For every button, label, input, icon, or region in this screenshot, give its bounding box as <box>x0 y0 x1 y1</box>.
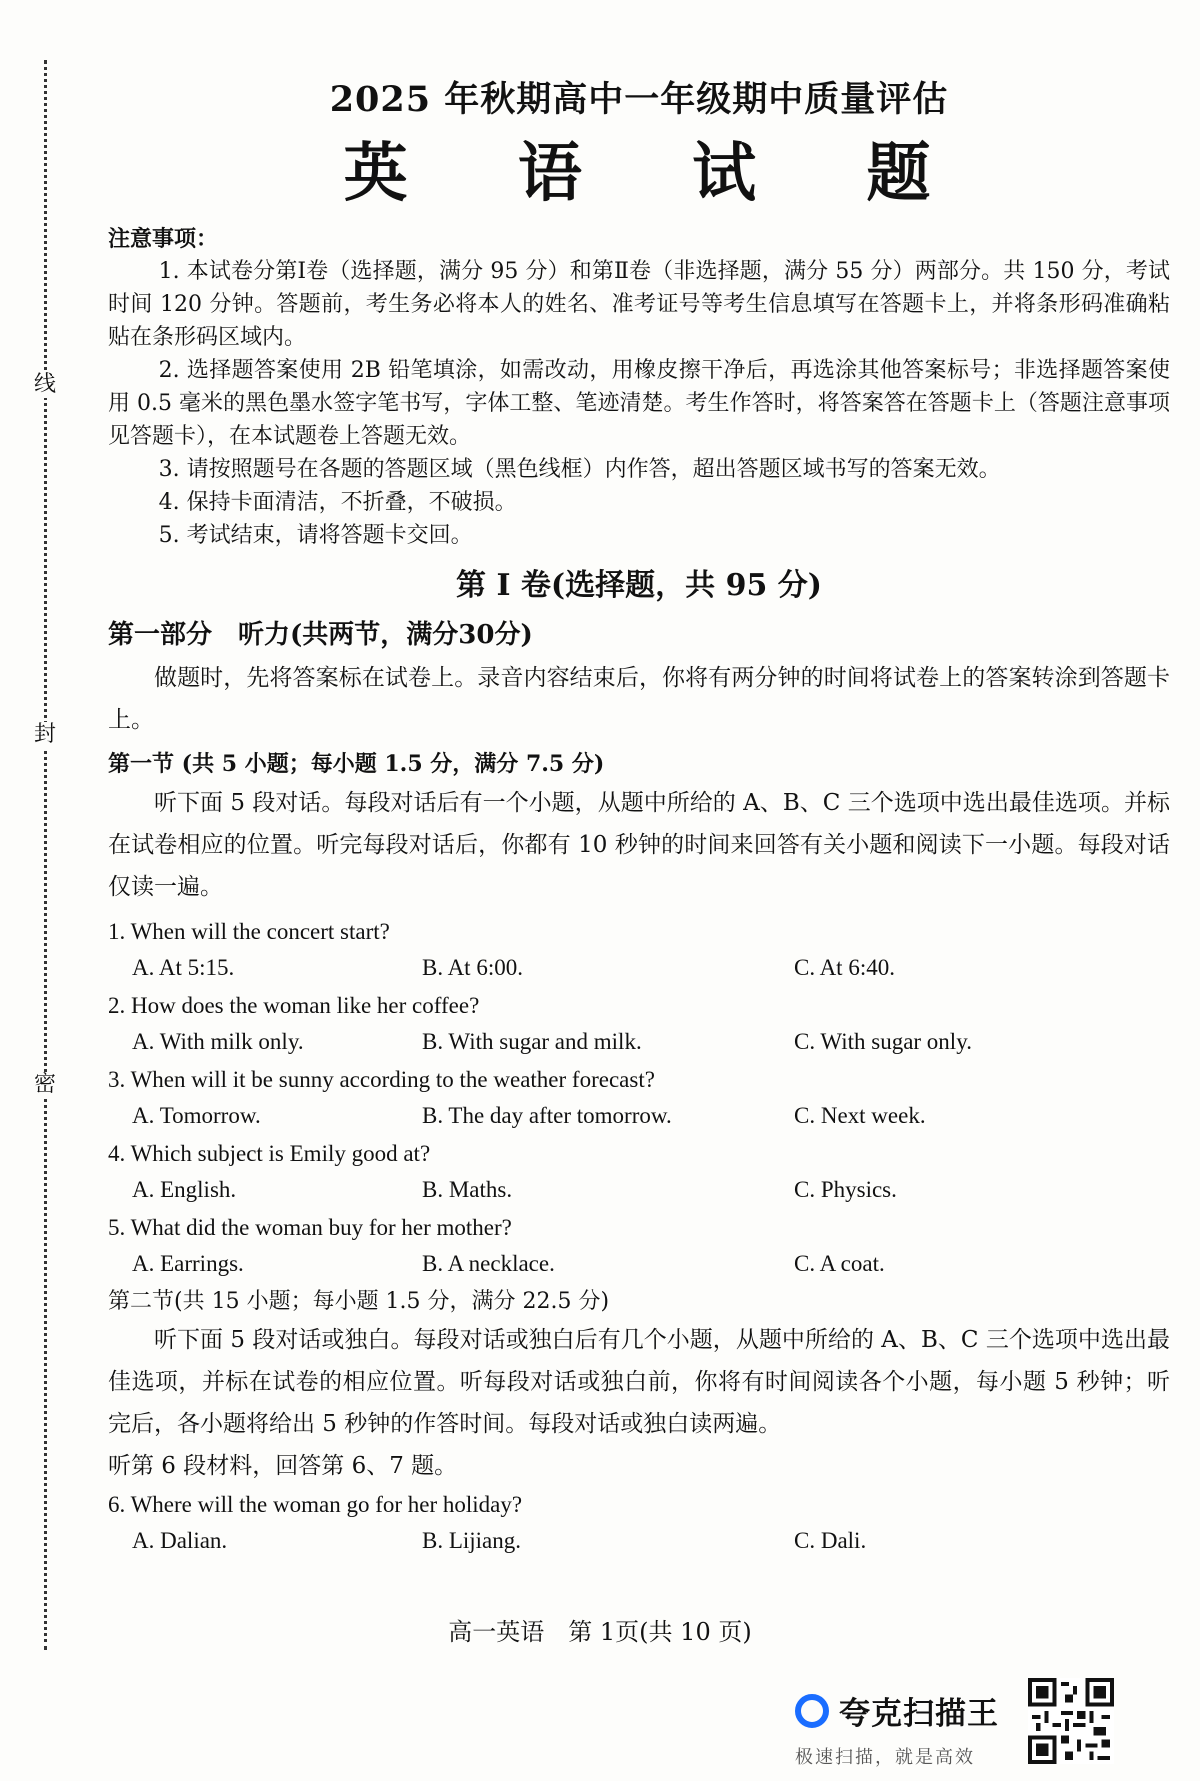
part-title: 第一部分 听力(共两节，满分30分) <box>108 620 533 650</box>
option-c: C. With sugar only. <box>794 1029 972 1054</box>
option-b: B. With sugar and milk. <box>422 1029 642 1054</box>
notice-item: 2. 选择题答案使用 2B 铅笔填涂，如需改动，用橡皮擦干净后，再选涂其他答案标号；非选择题答案使用 0.5 毫米的黑色墨水签字笔书写，字体工整、笔迹清楚。考生作答时，将答案答在答题卡上（答题注意事项见答题卡），在本试题卷上答题无效。 <box>108 358 1170 449</box>
volume-title: 第 I 卷(选择题，共 95 分) <box>456 568 822 603</box>
question-text: 5. What did the woman buy for her mother? <box>108 1215 512 1240</box>
option-a: A. English. <box>132 1177 237 1202</box>
question-item <box>108 1491 1170 1555</box>
option-a: A. At 5:15. <box>132 955 235 980</box>
question-text: 1. When will the concert start? <box>108 919 390 944</box>
option-b: B. At 6:00. <box>422 955 523 980</box>
question-options <box>132 1527 1170 1555</box>
question-item <box>108 992 1170 1056</box>
notice-section <box>108 222 1170 552</box>
question-text: 2. How does the woman like her coffee? <box>108 993 480 1018</box>
option-c: C. A coat. <box>794 1251 885 1276</box>
question-text: 6. Where will the woman go for her holiday? <box>108 1492 523 1517</box>
quark-logo-icon <box>795 1694 829 1728</box>
option-a: A. Dalian. <box>132 1528 228 1553</box>
question-text: 4. Which subject is Emily good at? <box>108 1141 431 1166</box>
section-title: 第二节(共 15 小题；每小题 1.5 分，满分 22.5 分) <box>108 1289 610 1314</box>
question-options <box>132 1250 1170 1278</box>
page-footer: 高一英语 第 1页(共 10 页) <box>448 1618 752 1646</box>
part-intro: 做题时，先将答案标在试卷上。录音内容结束后，你将有两分钟的时间将试卷上的答案转涂到答题卡上。 <box>108 665 1170 733</box>
exam-title: 2025 年秋期高中一年级期中质量评估 <box>329 79 949 120</box>
brand-slogan: 极速扫描，就是高效 <box>795 1747 975 1768</box>
material-note: 听第 6 段材料，回答第 6、7 题。 <box>108 1453 458 1479</box>
notice-item: 3. 请按照题号在各题的答题区域（黑色线框）内作答，超出答题区域书写的答案无效。 <box>158 457 1001 482</box>
notice-item: 5. 考试结束，请将答题卡交回。 <box>158 523 473 548</box>
question-text: 3. When will it be sunny according to the weather forecast? <box>108 1067 655 1092</box>
question-item <box>108 1066 1170 1130</box>
seal-mark-secret: 密 <box>33 1072 56 1097</box>
option-a: A. Tomorrow. <box>132 1103 261 1128</box>
question-options <box>132 1176 1170 1204</box>
question-options <box>132 1028 1170 1056</box>
section-title: 第一节 (共 5 小题；每小题 1.5 分，满分 7.5 分) <box>108 751 605 777</box>
notice-item: 4. 保持卡面清洁，不折叠，不破损。 <box>158 490 517 515</box>
option-b: B. A necklace. <box>422 1251 555 1276</box>
option-b: B. Maths. <box>422 1177 513 1202</box>
option-c: C. Next week. <box>794 1103 926 1128</box>
option-c: C. Physics. <box>794 1177 897 1202</box>
section-intro: 听下面 5 段对话。每段对话后有一个小题，从题中所给的 A、B、C 三个选项中选出最佳选项。并标在试卷相应的位置。听完每段对话后，你都有 10 秒钟的时间来回答有关小题和阅读下一小题。每段对话仅读一遍。 <box>108 790 1170 900</box>
question-item <box>108 918 1170 982</box>
subject-title: 英 语 试 题 <box>343 136 975 211</box>
brand-name: 夸克扫描王 <box>839 1696 999 1732</box>
option-b: B. Lijiang. <box>422 1528 522 1553</box>
question-item <box>108 1140 1170 1204</box>
exam-page <box>108 72 1170 1555</box>
seal-mark-line: 线 <box>33 372 56 397</box>
qr-code-icon <box>1028 1678 1114 1764</box>
notice-item: 1. 本试卷分第Ⅰ卷（选择题，满分 95 分）和第Ⅱ卷（非选择题，满分 55 分）两部分。共 150 分，考试时间 120 分钟。答题前，考生务必将本人的姓名、准考证号等考生信息填写在答题卡上，并将条形码准确粘贴在条形码区域内。 <box>108 259 1170 350</box>
notice-heading: 注意事项： <box>108 226 219 252</box>
option-a: A. With milk only. <box>132 1029 304 1054</box>
binding-dotted-line <box>44 60 47 1650</box>
section-intro: 听下面 5 段对话或独白。每段对话或独白后有几个小题，从题中所给的 A、B、C 三个选项中选出最佳选项，并标在试卷的相应位置。听每段对话或独白前，你将有时间阅读各个小题，每小题 5 秒钟；听完后，各小题将给出 5 秒钟的作答时间。每段对话或独白读两遍。 <box>108 1327 1170 1437</box>
option-c: C. Dali. <box>794 1528 867 1553</box>
option-b: B. The day after tomorrow. <box>422 1103 672 1128</box>
scanner-watermark <box>795 1688 1015 1769</box>
question-options <box>132 954 1170 982</box>
option-c: C. At 6:40. <box>794 955 895 980</box>
question-options <box>132 1102 1170 1130</box>
seal-mark-seal: 封 <box>33 722 56 747</box>
question-item <box>108 1214 1170 1278</box>
question-list <box>108 918 1170 1278</box>
option-a: A. Earrings. <box>132 1251 244 1276</box>
